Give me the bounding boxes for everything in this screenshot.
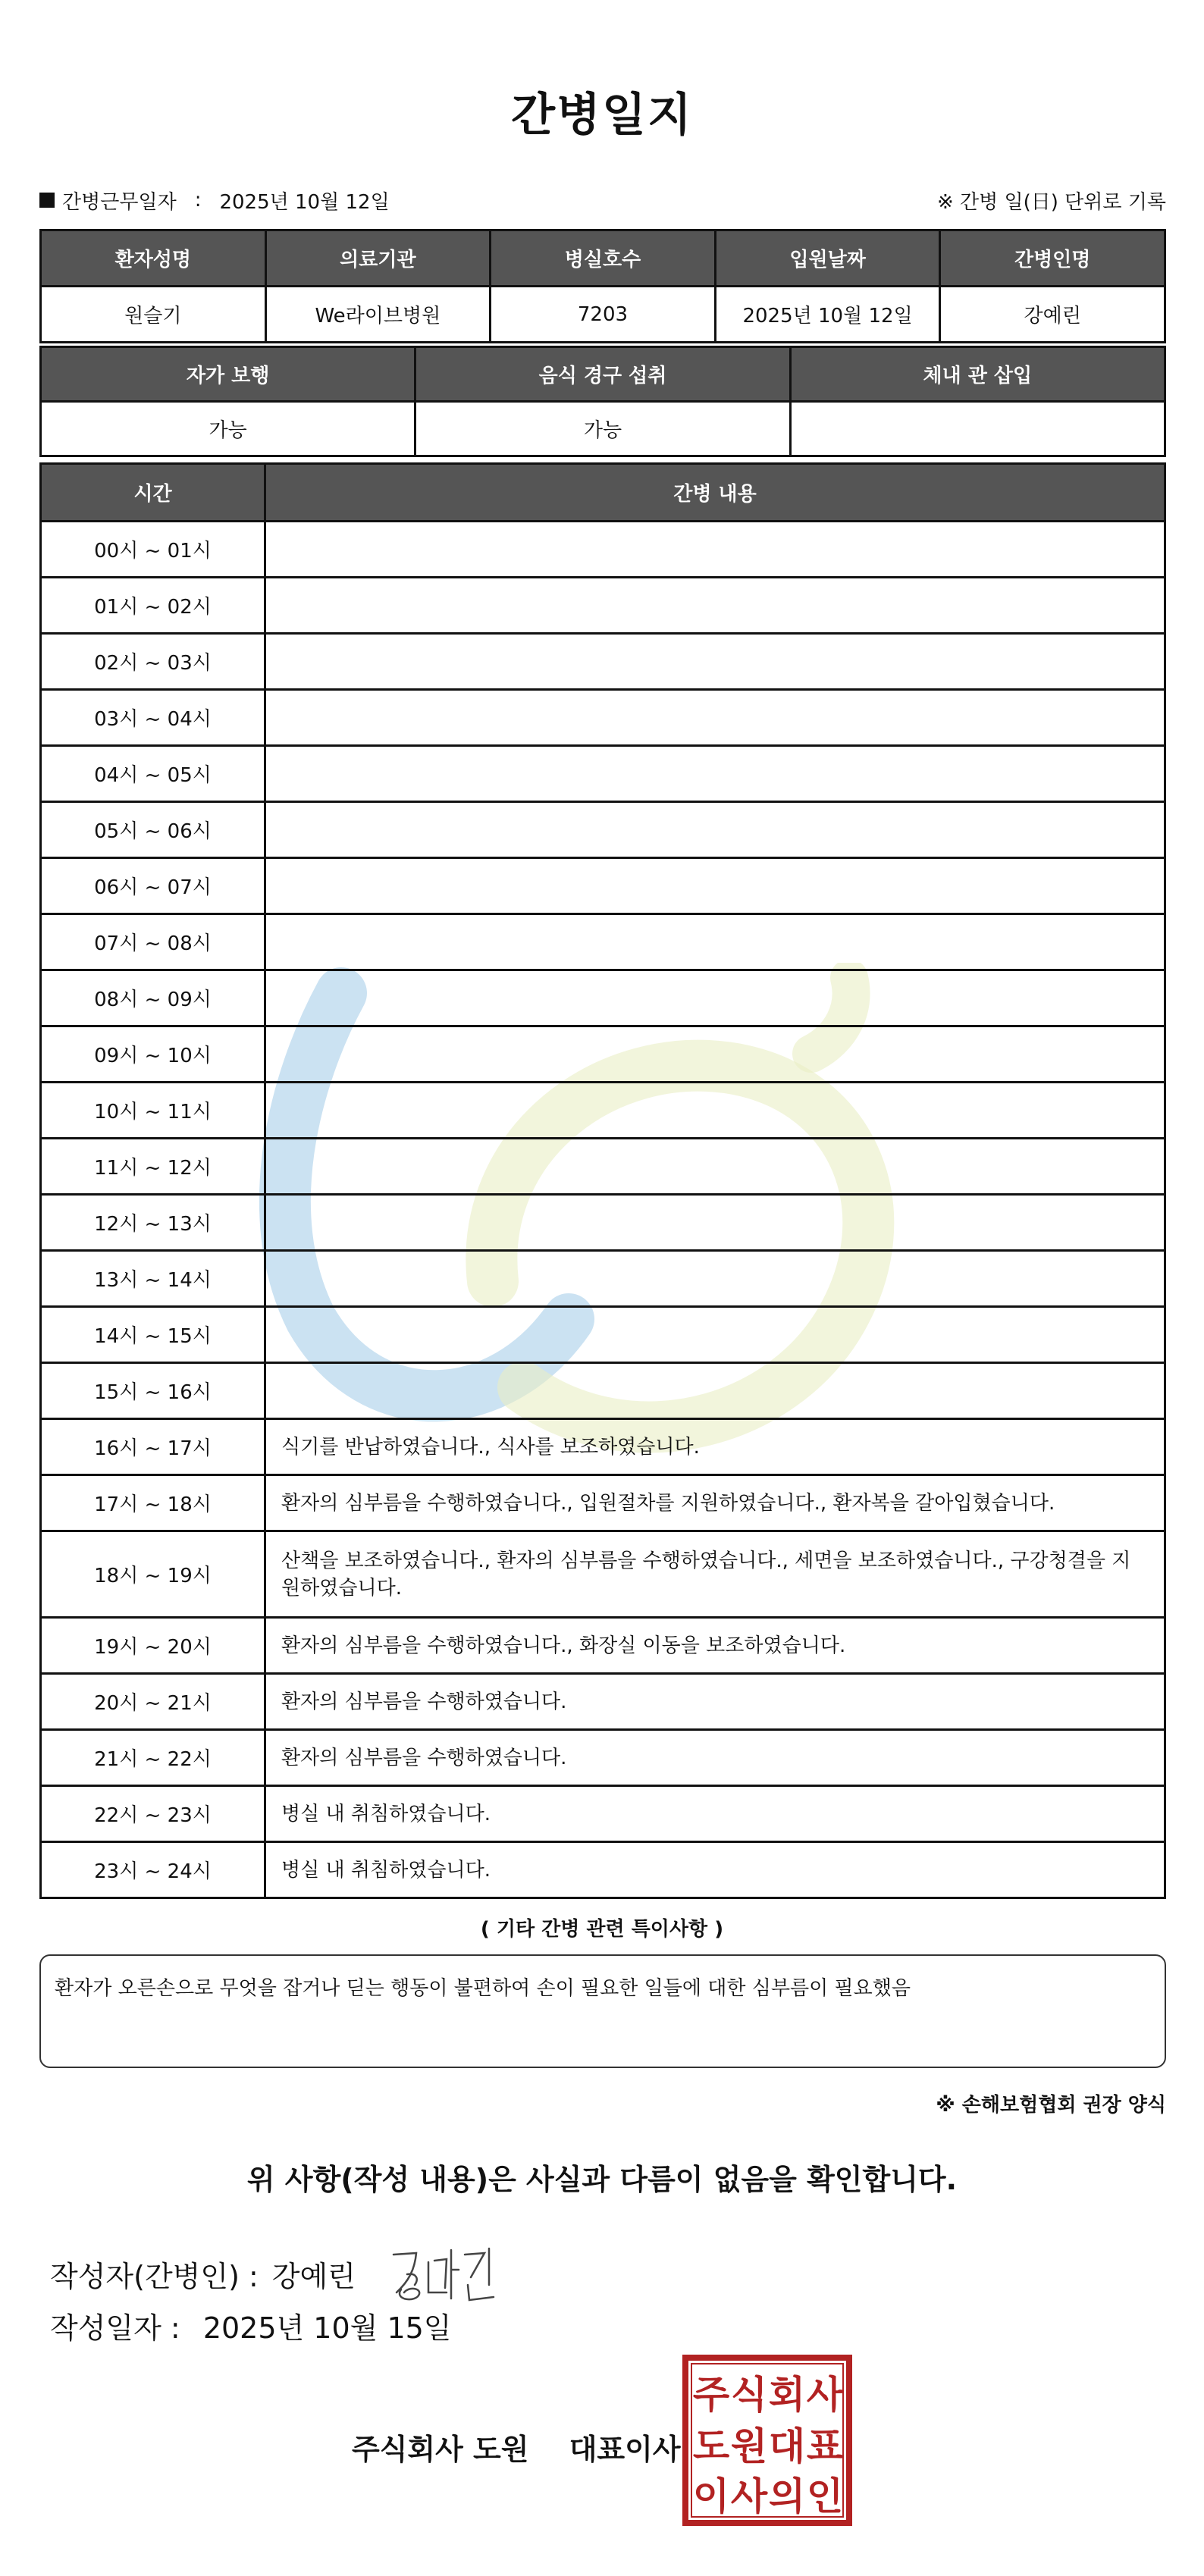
- table-row: [41, 1251, 1165, 1307]
- tube-insertion-header: 체내 관 삽입: [790, 347, 1165, 402]
- time-slot: 05시 ~ 06시: [41, 802, 265, 858]
- hospital-header: 의료기관: [265, 230, 491, 287]
- self-walking-value: 가능: [41, 402, 415, 456]
- svg-text:주: 주: [692, 2373, 730, 2417]
- table-row: [41, 746, 1165, 802]
- hospital-value: We라이브병원: [265, 287, 491, 343]
- time-slot: 03시 ~ 04시: [41, 690, 265, 746]
- patient-name-header: 환자성명: [41, 230, 266, 287]
- document-title: 간병일지: [511, 89, 693, 142]
- time-slot: 22시 ~ 23시: [41, 1786, 265, 1842]
- care-content: [265, 858, 1165, 914]
- oral-intake-value: 가능: [415, 402, 790, 456]
- company-name: 주식회사 도원: [352, 2433, 529, 2466]
- table-row: [41, 1307, 1165, 1363]
- care-content: [265, 1195, 1165, 1251]
- time-slot: 09시 ~ 10시: [41, 1026, 265, 1083]
- svg-text:원: 원: [730, 2424, 768, 2468]
- time-slot: 10시 ~ 11시: [41, 1083, 265, 1139]
- table-row: [41, 914, 1165, 970]
- table-row: [41, 1083, 1165, 1139]
- table-row: [41, 1195, 1165, 1251]
- admission-date-value: 2025년 10월 12일: [715, 287, 940, 343]
- care-content-header: 간병 내용: [265, 464, 1165, 522]
- table-row: [41, 802, 1165, 858]
- svg-text:의: 의: [768, 2474, 806, 2518]
- care-content: 병실 내 취침하였습니다.: [265, 1786, 1165, 1842]
- record-note: ※ 간병 일(日) 단위로 기록: [936, 190, 1166, 214]
- patient-name-value: 원슬기: [41, 287, 266, 343]
- handwritten-signature: [386, 2239, 500, 2308]
- table-row: [41, 1363, 1165, 1419]
- table-row: [41, 634, 1165, 690]
- table-row: [41, 1475, 1165, 1531]
- written-date-label: 작성일자 :: [50, 2311, 180, 2345]
- care-content: [265, 1251, 1165, 1307]
- time-slot: 16시 ~ 17시: [41, 1419, 265, 1475]
- notes-box: [39, 1954, 1166, 2068]
- patient-info-table: [39, 229, 1166, 343]
- company-row: [352, 2426, 681, 2468]
- svg-text:이: 이: [692, 2474, 730, 2518]
- table-row: [41, 1026, 1165, 1083]
- time-slot: 01시 ~ 02시: [41, 578, 265, 634]
- work-date-separator: :: [194, 189, 202, 212]
- care-content: [265, 522, 1165, 578]
- work-date-row: [39, 185, 1166, 215]
- time-slot: 23시 ~ 24시: [41, 1842, 265, 1898]
- svg-text:인: 인: [806, 2474, 844, 2518]
- work-date-label: 간병근무일자: [62, 190, 177, 214]
- svg-text:사: 사: [806, 2373, 844, 2417]
- work-date-value: 2025년 10월 12일: [219, 190, 390, 214]
- time-header: 시간: [41, 464, 265, 522]
- time-slot: 19시 ~ 20시: [41, 1618, 265, 1674]
- time-slot: 21시 ~ 22시: [41, 1730, 265, 1786]
- recommend-note: ※ 손해보험협회 권장 양식: [936, 2094, 1166, 2117]
- care-content: [265, 802, 1165, 858]
- care-content: 식기를 반납하였습니다., 식사를 보조하였습니다.: [265, 1419, 1165, 1475]
- writer-row: [50, 2239, 500, 2308]
- care-content: [265, 1363, 1165, 1419]
- care-content: 환자의 심부름을 수행하였습니다.: [265, 1730, 1165, 1786]
- room-value: 7203: [491, 287, 716, 343]
- time-slot: 11시 ~ 12시: [41, 1139, 265, 1195]
- table-row: [41, 690, 1165, 746]
- svg-text:식: 식: [730, 2373, 768, 2417]
- table-row: [41, 1842, 1165, 1898]
- svg-text:표: 표: [806, 2424, 844, 2468]
- time-slot: 17시 ~ 18시: [41, 1475, 265, 1531]
- care-content: [265, 1026, 1165, 1083]
- care-content: [265, 970, 1165, 1026]
- time-slot: 18시 ~ 19시: [41, 1531, 265, 1618]
- svg-text:회: 회: [768, 2373, 806, 2417]
- time-slot: 13시 ~ 14시: [41, 1251, 265, 1307]
- svg-text:대: 대: [768, 2424, 806, 2468]
- table-row: [41, 858, 1165, 914]
- time-slot: 02시 ~ 03시: [41, 634, 265, 690]
- company-seal-stamp: [682, 2355, 852, 2526]
- patient-status-table: [39, 346, 1166, 457]
- writer-name: 강예린: [271, 2259, 356, 2293]
- table-row: [41, 522, 1165, 578]
- time-slot: 14시 ~ 15시: [41, 1307, 265, 1363]
- confirm-statement: 위 사항(작성 내용)은 사실과 다름이 없음을 확인합니다.: [246, 2163, 958, 2196]
- care-content: 환자의 심부름을 수행하였습니다., 화장실 이동을 보조하였습니다.: [265, 1618, 1165, 1674]
- room-header: 병실호수: [491, 230, 716, 287]
- caregiver-header: 간병인명: [940, 230, 1165, 287]
- care-content: [265, 746, 1165, 802]
- table-row: [41, 578, 1165, 634]
- time-slot: 00시 ~ 01시: [41, 522, 265, 578]
- care-content: [265, 1083, 1165, 1139]
- time-slot: 15시 ~ 16시: [41, 1363, 265, 1419]
- table-row: [41, 1419, 1165, 1475]
- care-content: 병실 내 취침하였습니다.: [265, 1842, 1165, 1898]
- time-slot: 08시 ~ 09시: [41, 970, 265, 1026]
- svg-text:사: 사: [730, 2474, 768, 2518]
- table-row: [41, 970, 1165, 1026]
- caregiver-value: 강예린: [940, 287, 1165, 343]
- time-slot: 04시 ~ 05시: [41, 746, 265, 802]
- care-content: [265, 1307, 1165, 1363]
- table-row: [41, 1531, 1165, 1618]
- written-date-row: [50, 2305, 452, 2346]
- care-content: [265, 1139, 1165, 1195]
- care-content: [265, 578, 1165, 634]
- table-row: [41, 1786, 1165, 1842]
- square-bullet-icon: [39, 193, 55, 208]
- tube-insertion-value: [790, 402, 1165, 456]
- written-date-value: 2025년 10월 15일: [202, 2311, 452, 2345]
- table-row: [41, 1674, 1165, 1730]
- table-row: [41, 1139, 1165, 1195]
- self-walking-header: 자가 보행: [41, 347, 415, 402]
- table-row: [41, 1618, 1165, 1674]
- care-content: 산책을 보조하였습니다., 환자의 심부름을 수행하였습니다., 세면을 보조하였습니다., 구강청결을 지원하였습니다.: [265, 1531, 1165, 1618]
- care-content: [265, 914, 1165, 970]
- time-slot: 06시 ~ 07시: [41, 858, 265, 914]
- oral-intake-header: 음식 경구 섭취: [415, 347, 790, 402]
- time-slot: 12시 ~ 13시: [41, 1195, 265, 1251]
- writer-label: 작성자(간병인) :: [50, 2259, 259, 2293]
- care-content: 환자의 심부름을 수행하였습니다., 입원절차를 지원하였습니다., 환자복을 갈아입혔습니다.: [265, 1475, 1165, 1531]
- notes-text: 환자가 오른손으로 무엇을 잡거나 딛는 행동이 불편하여 손이 필요한 일들에 대한 심부름이 필요했음: [55, 1977, 911, 2000]
- care-content: [265, 690, 1165, 746]
- time-slot: 20시 ~ 21시: [41, 1674, 265, 1730]
- svg-text:도: 도: [692, 2424, 730, 2468]
- table-row: [41, 1730, 1165, 1786]
- care-log-table: [39, 462, 1166, 1899]
- notes-title: ( 기타 간병 관련 특이사항 ): [480, 1918, 724, 1941]
- admission-date-header: 입원날짜: [715, 230, 940, 287]
- time-slot: 07시 ~ 08시: [41, 914, 265, 970]
- care-content: 환자의 심부름을 수행하였습니다.: [265, 1674, 1165, 1730]
- ceo-title: 대표이사: [569, 2433, 681, 2466]
- care-content: [265, 634, 1165, 690]
